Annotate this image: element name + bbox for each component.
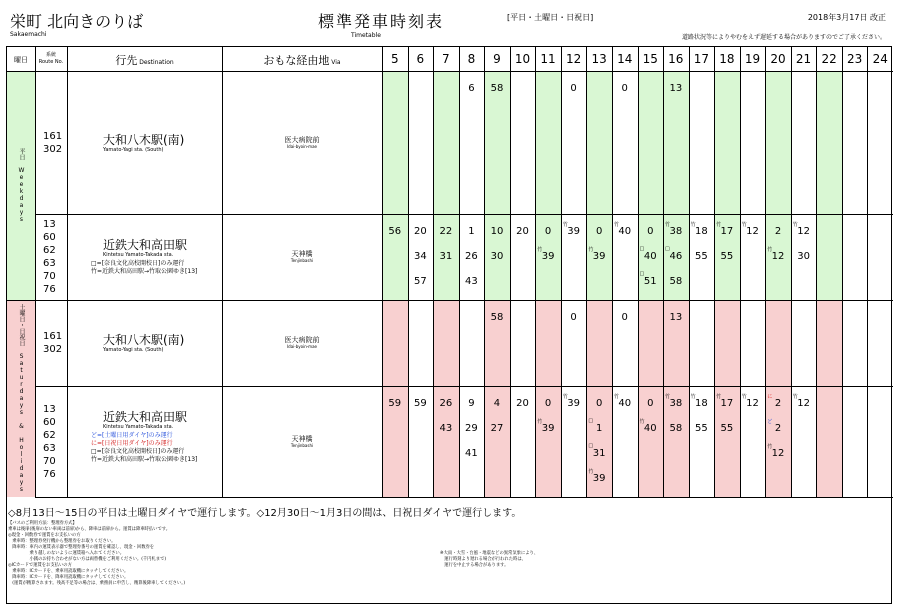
hour-header-19: 19 (744, 52, 761, 66)
usage-guide (8, 521, 185, 587)
via-stop-en: Idai-byoin-mae (287, 344, 317, 349)
departure-minute: 29 (465, 423, 478, 434)
hour-header-22: 22 (821, 52, 837, 66)
departure-minute: 38 (669, 226, 683, 237)
destination-name: 近鉄大和高田駅 (103, 238, 188, 252)
departure-mark: 竹 (537, 247, 543, 253)
grid-line (510, 47, 511, 497)
route-numbers (43, 130, 62, 156)
destination-name: 近鉄大和高田駅 (103, 410, 188, 424)
departure-minute: 43 (439, 423, 453, 434)
departure-minute: 0 (544, 226, 552, 237)
route-number: 302 (43, 344, 63, 355)
route-number: 13 (43, 219, 56, 230)
hour-shade (816, 71, 842, 214)
grid-line (35, 214, 893, 215)
grid-line (867, 47, 868, 497)
hour-header-7: 7 (442, 52, 450, 66)
hour-header-9: 9 (493, 52, 501, 66)
departure-minute: 39 (541, 251, 555, 262)
departure-minute: 57 (413, 276, 427, 287)
grid-line (382, 47, 383, 497)
stop-name: 栄町 北向きのりば (10, 12, 144, 31)
hour-shade (535, 300, 561, 386)
departure-minute: 18 (695, 398, 708, 409)
route-number: 76 (43, 468, 56, 480)
departure-mark: 竹 (767, 247, 773, 253)
destination-note: □=[奈良文化高校開校日]のみ運行 (91, 448, 185, 455)
hour-shade (816, 300, 842, 386)
usage-guide-line: 降車時：車内の運賃表示器で整理券番号の運賃を確認し、現金・回数券を (8, 545, 155, 550)
hour-header-14: 14 (617, 52, 633, 66)
weather-notice-line: 運行時刻より遅れる場合が行われた時は、 (440, 557, 526, 562)
route-number: 62 (43, 429, 56, 441)
departure-minute: 58 (669, 276, 683, 287)
usage-guide-line: 乗車は後扉(後扉のない車両は前扉)から、降車は前扉から。運賃は降車時払いです。 (8, 527, 170, 532)
usage-guide-line: ◎現金・回数券で運賃をお支払いの方 (8, 533, 81, 538)
departure-mark: 竹 (741, 394, 747, 400)
via-stop: 医大病院前 (284, 135, 320, 144)
departure-mark: 竹 (716, 394, 722, 400)
via-stop: 医大病院前 (284, 336, 320, 344)
grid-line (67, 47, 68, 497)
departure-minute: 12 (797, 226, 810, 237)
departure-mark: 竹 (613, 222, 619, 228)
departure-minute: 20 (516, 226, 529, 237)
usage-guide-line: 乗車時：整理券発行機から整理券をお取りください。 (8, 539, 116, 544)
hour-header-6: 6 (416, 52, 425, 66)
grid-line (561, 47, 562, 497)
departure-mark: □ (639, 246, 645, 252)
departure-minute: 12 (771, 251, 785, 262)
destination-name: 大和八木駅(南) (103, 333, 185, 347)
departure-mark: 竹 (690, 222, 696, 228)
departure-minute: 39 (592, 473, 606, 484)
usage-guide-line: 乗車時：ICカードを、乗車用読取機にタッチしてください。 (8, 569, 129, 574)
grid-line (35, 47, 36, 497)
grid-line (842, 47, 843, 497)
departure-minute: 0 (570, 312, 577, 323)
departure-minute: 0 (595, 226, 603, 237)
via-stop-en: Idai-byoin-mae (287, 143, 317, 149)
hour-header-16: 16 (668, 52, 684, 66)
departure-mark: 竹 (665, 222, 671, 228)
departure-minute: 39 (592, 251, 606, 262)
departure-minute: 56 (388, 226, 402, 237)
hour-header-17: 17 (693, 52, 709, 66)
departure-minute: 27 (490, 423, 504, 434)
usage-guide-line: 小銭のお持ち合わせがない方は両替機をご利用ください。(千円札まで) (8, 557, 167, 562)
departure-minute: 55 (720, 423, 734, 434)
departure-mark: 竹 (613, 394, 619, 400)
destination-note: に=[日祝日用ダイヤ]のみ運行 (91, 440, 173, 447)
departure-minute: 9 (468, 398, 475, 409)
hour-header-8: 8 (467, 52, 476, 66)
departure-minute: 17 (720, 226, 734, 237)
departure-minute: 39 (567, 398, 580, 409)
stop-roman: Sakaemachi (10, 31, 47, 38)
departure-minute: 0 (621, 312, 628, 323)
usage-guide-line: 【バスのご利用方法：整理券方式】 (8, 521, 77, 526)
hour-header-15: 15 (642, 52, 658, 66)
day-types: [平日・土曜日・日祝日] (507, 13, 594, 22)
departure-minute: 2 (774, 398, 782, 409)
via-stop: 天神橋 (291, 250, 313, 258)
departure-mark: 竹 (562, 222, 568, 228)
departure-mark: 竹 (639, 419, 645, 425)
departure-minute: 1 (468, 226, 475, 237)
route-number: 70 (43, 271, 56, 282)
departure-minute: 39 (567, 226, 580, 237)
departure-minute: 40 (618, 226, 632, 237)
day-cell (7, 300, 35, 497)
hour-header-18: 18 (719, 52, 735, 66)
hour-shade (535, 71, 561, 214)
hour-shade (714, 71, 740, 214)
destination-note: ど=[土曜日用ダイヤ]のみ運行 (91, 432, 173, 439)
departure-minute: 22 (439, 226, 453, 237)
departure-mark: □ (665, 246, 670, 252)
header-route-en: Route No. (38, 59, 64, 65)
header-destination: 行先 Destination (115, 54, 174, 67)
grid-line (740, 47, 741, 497)
departure-minute: 26 (439, 398, 453, 409)
usage-guide-line: (運賃が精算されます。残高不足等の場合は、乗務員に申告し、精算後降車してください。) (8, 581, 186, 586)
route-number: 76 (43, 284, 56, 295)
grid-line (7, 300, 893, 301)
destination-name-en: Kintetsu Yamato-Takada sta. (103, 252, 174, 258)
route-number: 70 (43, 455, 56, 467)
departure-minute: 55 (720, 251, 734, 262)
departure-mark: に (767, 394, 773, 400)
departure-mark: □ (588, 418, 594, 424)
departure-minute: 2 (774, 423, 782, 434)
departure-mark: 竹 (792, 222, 798, 228)
route-number: 302 (43, 143, 63, 155)
hour-shade (382, 71, 408, 214)
destination-note: 竹=近鉄大和高田駅→竹取公園ゆき[13] (91, 456, 198, 463)
header-route: 系統 (45, 52, 56, 58)
hour-shade (433, 300, 459, 386)
departure-mark: 竹 (588, 247, 594, 253)
grid-line (408, 47, 409, 497)
departure-minute: 51 (643, 276, 657, 287)
route-number: 60 (43, 416, 56, 428)
departure-minute: 6 (468, 83, 475, 94)
departure-minute: 4 (493, 398, 501, 409)
weather-notice-line: ※大雨・大雪・台風・地震などの異常気象により、 (440, 551, 539, 556)
departure-mark: 竹 (792, 394, 798, 400)
departure-minute: 0 (544, 398, 552, 409)
departure-minute: 30 (490, 251, 504, 262)
departure-mark: 竹 (537, 419, 543, 425)
departure-minute: 1 (595, 423, 603, 434)
departure-minute: 58 (490, 83, 504, 94)
grid-line (612, 47, 613, 497)
destination-name-en: Yamato-Yagi sta. (South) (103, 347, 164, 353)
route-number: 161 (43, 130, 63, 142)
departure-minute: 58 (490, 312, 504, 323)
day-cell (7, 71, 35, 300)
page-title: 標準発車時刻表 (318, 12, 445, 31)
hour-shade (638, 71, 664, 214)
usage-guide-line: 乗り越しのないように運賃箱へ入れてください。 (8, 551, 125, 556)
departure-mark: 竹 (665, 394, 671, 400)
route-number: 62 (43, 245, 56, 256)
departure-minute: 58 (669, 423, 683, 434)
hour-header-13: 13 (591, 52, 607, 66)
holiday-notice: ◇8月13日〜15日の平日は土曜日ダイヤで運行します。◇12月30日〜1月3日の間は、日祝日ダイヤで運行します。 (8, 508, 522, 519)
via-stop: 天神橋 (291, 434, 313, 443)
departure-mark: 竹 (767, 444, 773, 450)
departure-minute: 40 (618, 398, 632, 409)
destination-name: 大和八木駅(南) (103, 132, 185, 147)
departure-minute: 12 (746, 398, 759, 409)
usage-guide-line: ◎ICカードで運賃をお支払いの方 (8, 563, 72, 568)
departure-mark: 竹 (588, 469, 594, 475)
departure-minute: 41 (465, 448, 478, 459)
grid-line (791, 47, 792, 497)
hour-shade (638, 300, 664, 386)
departure-minute: 12 (746, 226, 759, 237)
via-stop-en: Tenjinbashi (290, 442, 314, 448)
hour-header-12: 12 (565, 52, 582, 66)
departure-minute: 59 (413, 398, 427, 409)
page-title-en: Timetable (351, 32, 381, 39)
weather-notice-line: 運行を中止する場合があります。 (440, 563, 509, 568)
route-number: 161 (43, 331, 63, 342)
weather-notice (440, 551, 538, 569)
hour-shade (765, 71, 791, 214)
departure-minute: 17 (720, 398, 734, 409)
departure-minute: 18 (695, 226, 708, 237)
grid-line (7, 71, 893, 72)
departure-minute: 12 (797, 398, 810, 409)
route-number: 60 (43, 232, 56, 243)
departure-mark: □ (639, 271, 645, 277)
departure-minute: 20 (516, 398, 529, 409)
departure-minute: 40 (643, 251, 657, 262)
hour-header-11: 11 (540, 52, 556, 66)
departure-minute: 0 (570, 83, 577, 94)
hour-shade (586, 71, 612, 214)
destination-note: 竹=近鉄大和高田駅→竹取公園ゆき[13] (91, 268, 198, 275)
route-number: 63 (43, 258, 56, 269)
departure-minute: 38 (669, 398, 683, 409)
grid-line (35, 497, 893, 498)
hour-shade (382, 300, 408, 386)
hour-header-24: 24 (872, 52, 888, 66)
departure-mark: 竹 (716, 222, 722, 228)
departure-minute: 39 (541, 423, 555, 434)
day-label: 土曜日・日祝日 Saturdays & Holidays (18, 304, 25, 493)
hour-shade (714, 300, 740, 386)
hour-header-23: 23 (847, 52, 863, 66)
delay-warning: 道路状況等によりやむをえず遅延する場合がありますのでご了承ください。 (681, 34, 886, 41)
usage-guide-line: 降車時：ICカードを、降車用読取機にタッチしてください。 (8, 575, 129, 580)
departure-minute: 13 (669, 312, 683, 323)
departure-mark: □ (588, 443, 594, 449)
revision-date: 2018年3月17日 改正 (807, 13, 886, 22)
timetable-header (6, 4, 892, 44)
route-numbers (43, 403, 56, 481)
departure-minute: 0 (621, 83, 628, 94)
hour-shade (765, 300, 791, 386)
hour-shade (816, 386, 842, 497)
route-number: 13 (43, 403, 56, 415)
destination-name-en: Yamato-Yagi sta. (South) (103, 146, 164, 153)
departure-minute: 0 (647, 226, 654, 237)
grid-line (35, 386, 893, 387)
departure-mark: 竹 (741, 222, 747, 228)
departure-minute: 12 (771, 448, 785, 459)
hour-shade (586, 300, 612, 386)
departure-minute: 31 (439, 251, 453, 262)
destination-name-en: Kintetsu Yamato-Takada sta. (103, 424, 174, 430)
departure-minute: 59 (388, 398, 402, 409)
departure-minute: 2 (774, 226, 782, 237)
via-stop-en: Tenjinbashi (290, 258, 314, 263)
departure-minute: 0 (595, 398, 603, 409)
route-numbers (43, 218, 56, 296)
departure-minute: 20 (413, 226, 427, 237)
departure-mark: 竹 (690, 394, 696, 400)
departure-mark: 竹 (562, 394, 568, 400)
day-label: 平日 Weekdays (18, 148, 25, 223)
departure-minute: 10 (490, 226, 504, 237)
header-via: おもな経由地 Via (263, 54, 341, 67)
header-day: 曜日 (14, 56, 28, 64)
route-number: 63 (43, 442, 56, 454)
destination-note: □=[奈良文化高校開校日]のみ運行 (91, 260, 185, 267)
departure-mark: ど (767, 419, 773, 425)
hour-header-10: 10 (514, 52, 531, 66)
departure-minute: 40 (643, 423, 657, 434)
grid-line (816, 47, 817, 497)
hour-header-20: 20 (770, 52, 786, 66)
departure-minute: 13 (669, 83, 683, 94)
departure-minute: 31 (592, 448, 606, 459)
hour-header-5: 5 (390, 52, 399, 66)
grid-line (222, 47, 223, 497)
route-numbers (43, 330, 62, 356)
departure-minute: 26 (465, 251, 478, 262)
departure-minute: 30 (797, 251, 810, 262)
departure-minute: 0 (647, 398, 654, 409)
departure-minute: 34 (413, 251, 427, 262)
hour-header-21: 21 (795, 52, 812, 66)
departure-minute: 43 (465, 276, 478, 287)
departure-minute: 55 (695, 423, 708, 434)
hour-shade (816, 214, 842, 300)
departure-minute: 55 (695, 251, 708, 262)
hour-shade (433, 71, 459, 214)
departure-minute: 46 (669, 251, 683, 262)
